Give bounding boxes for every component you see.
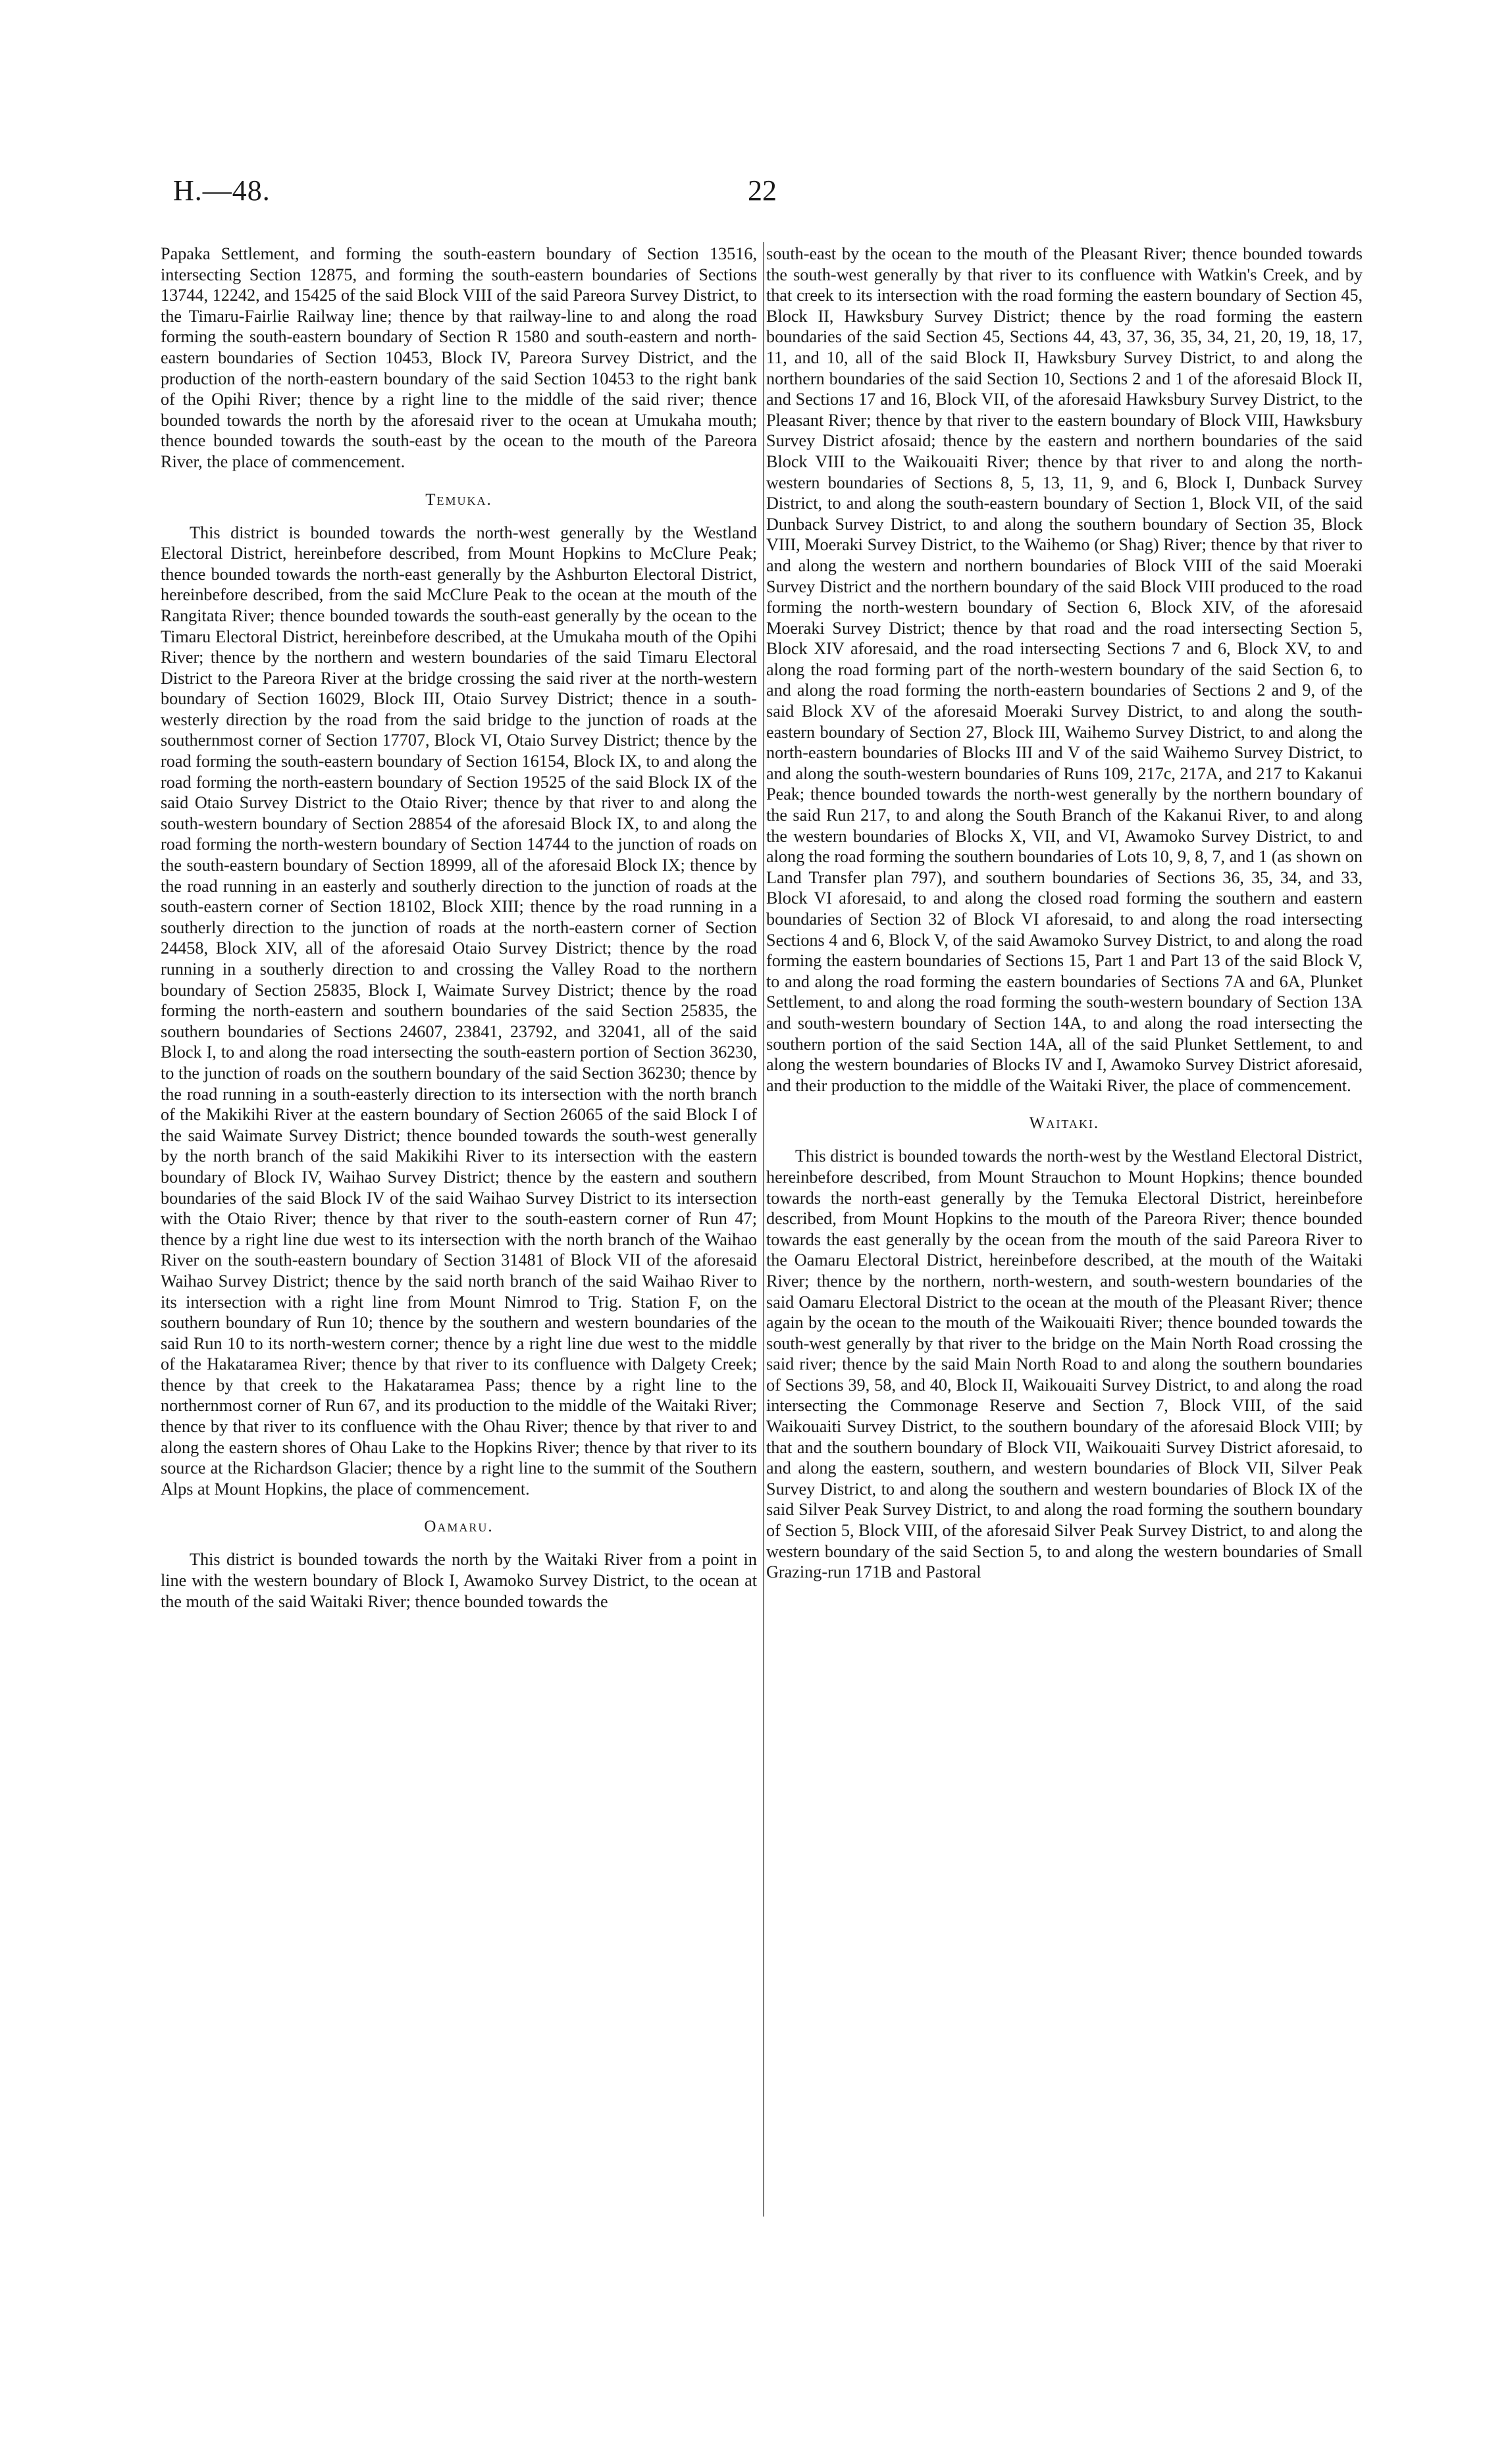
paragraph-oamaru: This district is bounded towards the north by the Waitaki River from a point in line with the western boundary of Block I, Awamoko Survey District, to the ocean at the mouth of the said Waitaki River; thence bounded towards the [161,1550,757,1611]
document-reference: H.—48. [173,174,271,207]
paragraph-temuka: This district is bounded towards the north-west generally by the Westland Electoral District, hereinbefore described, from Mount Hopkins to McClure Peak; thence bounded towards the north-east generally by the Ashburton Electoral District, hereinbefore described, from the said McClure Peak to the ocean at the mouth of the Rangitata River; thence bounded towards the south-east generally by the ocean to the Timaru Electoral District, hereinbefore described, at the Umukaha mouth of the Opihi River; thence by the northern and western boundaries of the said Timaru Electoral District to the Pareora River at the bridge crossing the said river at the north-western boundary of Section 16029, Block III, Otaio Survey District; thence in a south-westerly direction by the road from the said bridge to the junction of roads at the southernmost corner of Section 17707, Block VI, Otaio Survey District; thence by the road forming the south-eastern boundary of Section 16154, Block IX, to and along the road forming the north-eastern boundary of Section 19525 of the said Block IX of the said Otaio Survey District to the Otaio River; thence by that river to and along the south-western boundary of Section 28854 of the aforesaid Block IX, to and along the road forming the north-western boundary of Section 14744 to the junction of roads on the south-eastern boundary of Section 18999, all of the aforesaid Block IX; thence by the road running in an easterly and southerly direction to the junction of roads at the south-eastern corner of Section 18102, Block XIII; thence by the road running in a southerly direction to the junction of roads at the north-eastern corner of Section 24458, Block XIV, all of the aforesaid Otaio Survey District; thence by the road running in a southerly direction to and crossing the Valley Road to the northern boundary of Section 25835, Block I, Waimate Survey District; thence by the road forming the north-eastern and southern boundaries of the said Section 25835, the southern boundaries of Sections 24607, 23841, 23792, and 32041, all of the said Block I, to and along the road intersecting the south-eastern portion of Section 36230, to the junction of roads on the southern boundary of the said Section 36230; thence by the road running in a south-easterly direction to its intersection with the north branch of the Makikihi River at the eastern boundary of Section 26065 of the said Block I of the said Waimate Survey District; thence bounded towards the south-west generally by the north branch of the said Makikihi River to its intersection with the eastern boundary of Block IV, Waihao Survey District; thence by the eastern and southern boundaries of the said Block IV of the said Waihao Survey District to its intersection with the Otaio River; thence by that river to the south-eastern corner of Run 47; thence by a right line due west to its intersection with the north branch of the Waihao River on the south-eastern boundary of Section 31481 of Block VII of the aforesaid Waihao Survey District; thence by the said north branch of the said Waihao River to its intersection with a right line from Mount Nimrod to Trig. Station F, on the southern boundary of Run 10; thence by the southern and western boundaries of the said Run 10 to its north-western corner; thence by a right line due west to the middle of the Hakataramea River; thence by that river to its confluence with Dalgety Creek; thence by that creek to the Hakataramea Pass; thence by a right line to the northernmost corner of Run 67, and its production to the middle of the Waitaki River; thence by that river to its confluence with the Ohau River; thence by that river to and along the eastern shores of Ohau Lake to the Hopkins River; thence by that river to its source at the Richardson Glacier; thence by a right line to the summit of the Southern Alps at Mount Hopkins, the place of commencement. [161,523,757,1499]
page-number: 22 [748,174,777,207]
column-divider [763,242,764,2217]
section-heading-oamaru: Oamaru. [424,1518,494,1536]
paragraph-pareora-continuation: Papaka Settlement, and forming the south-eastern boundary of Section 13516, intersecting Section 12875, and forming the south-eastern boundaries of Sections 13744, 12242, and 15425 of the said Block VIII of the said Pareora Survey District, to the Timaru-Fairlie Railway line; thence by that railway-line to and along the road forming the south-eastern boundary of Section R 1580 and south-eastern and north-eastern boundaries of Section 10453, Block IV, Pareora Survey District, and the production of the north-eastern boundary of the said Section 10453 to the right bank of the Opihi River; thence by a right line to the middle of the said river; thence bounded towards the north by the aforesaid river to the ocean at Umukaha mouth; thence bounded towards the south-east by the ocean to the mouth of the Pareora River, the place of commencement. [161,244,757,471]
section-heading-waitaki: Waitaki. [1029,1114,1100,1133]
paragraph-waitaki: This district is bounded towards the north-west by the Westland Electoral District, hereinbefore described, from Mount Strauchon to Mount Hopkins; thence bounded towards the north-east generally by the Temuka Electoral District, hereinbefore described, from Mount Hopkins to the mouth of the Pareora River; thence bounded towards the east generally by the ocean from the mouth of the said Pareora River to the Oamaru Electoral District, hereinbefore described, at the mouth of the Waitaki River; thence by the northern, north-western, and south-western boundaries of the said Oamaru Electoral District to the ocean at the mouth of the Pleasant River; thence again by the ocean to the mouth of the Waikouaiti River; thence bounded towards the south-west generally by that river to the bridge on the Main North Road crossing the said river; thence by the said Main North Road to and along the southern boundaries of Sections 39, 58, and 40, Block II, Waikouaiti Survey District, to and along the road intersecting the Commonage Reserve and Section 7, Block VIII, of the said Waikouaiti Survey District, to the southern boundary of the aforesaid Block VIII; by that and the southern boundary of Block VII, Waikouaiti Survey District aforesaid, to and along the eastern, southern, and western boundaries of Block VII, Silver Peak Survey District, to and along the southern and western boundaries of Block IX of the said Silver Peak Survey District, to and along the road forming the southern boundary of Section 5, Block VIII, of the aforesaid Silver Peak Survey District, to and along the western boundary of the said Section 5, to and along the western boundaries of Small Grazing-run 171B and Pastoral [766,1146,1363,1582]
right-column [766,244,1363,1583]
paragraph-oamaru-continuation: south-east by the ocean to the mouth of the Pleasant River; thence bounded towards the south-west generally by that river to its confluence with Watkin's Creek, and by that creek to its intersection with the road forming the eastern boundary of Section 45, Block II, Hawksbury Survey District; thence by the road forming the eastern boundaries of the said Section 45, Sections 44, 43, 37, 36, 35, 34, 21, 20, 19, 18, 17, 11, and 10, all of the said Block II, Hawksbury Survey District, to and along the northern boundaries of the said Section 10, Sections 2 and 1 of the aforesaid Block II, and Sections 17 and 16, Block VII, of the aforesaid Hawksbury Survey District, to the Pleasant River; thence by that river to the eastern boundary of Block VIII, Hawksbury Survey District afosaid; thence by the eastern and northern boundaries of the said Block VIII to the Waikouaiti River; thence by that river to and along the north-western boundaries of Sections 8, 5, 13, 11, 9, and 6, Block I, Dunback Survey District, to and along the south-eastern boundary of Section 1, Block VII, of the said Dunback Survey District, to and along the southern boundary of Section 35, Block VIII, Moeraki Survey District, to the Waihemo (or Shag) River; thence by that river to and along the western and northern boundaries of Block VIII of the said Moeraki Survey District and the northern boundary of the said Block VIII produced to the road forming the north-western boundary of Section 6, Block XIV, of the aforesaid Moeraki Survey District; thence by that road and the road intersecting Section 5, Block XIV aforesaid, and the road intersecting Sections 7 and 6, Block XV, to and along the road forming part of the north-western boundary of the said Section 6, to and along the road forming the north-eastern boundaries of Sections 2 and 9, of the said Block XV of the aforesaid Moeraki Survey District, to and along the south-eastern boundary of Section 27, Block III, Waihemo Survey District, to and along the north-eastern boundaries of Blocks III and V of the said Waihemo Survey District, to and along the south-western boundaries of Runs 109, 217c, 217A, and 217 to Kakanui Peak; thence bounded towards the north-west generally by the northern boundary of the said Run 217, to and along the South Branch of the Kakanui River, to and along the western boundaries of Blocks X, VII, and VI, Awamoko Survey District, to and along the road forming the southern boundaries of Lots 10, 9, 8, 7, and 1 (as shown on Land Transfer plan 797), and southern boundaries of Sections 36, 35, 34, and 33, Block VI aforesaid, to and along the closed road forming the southern and eastern boundaries of Section 32 of Block VI aforesaid, to and along the road intersecting Sections 4 and 6, Block V, of the said Awamoko Survey District, to and along the road forming the eastern boundaries of Sections 15, Part 1 and Part 13 of the said Block V, to and along the road forming the eastern boundaries of Sections 7A and 6A, Plunket Settlement, to and along the road forming the south-western boundary of Section 13A and south-western boundary of Section 14A, to and along the road intersecting the southern portion of the said Section 14A, all of the said Plunket Settlement, to and along the western boundaries of Blocks IV and I, Awamoko Survey District aforesaid, and their production to the middle of the Waitaki River, the place of commencement. [766,244,1363,1095]
left-column [161,244,757,1612]
section-heading-temuka: Temuka. [425,490,492,509]
